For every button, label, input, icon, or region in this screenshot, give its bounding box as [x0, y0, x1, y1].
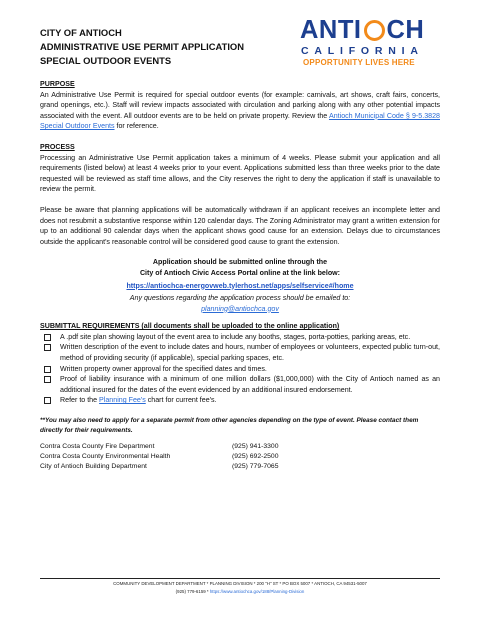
- logo-word-left: ANTI: [300, 16, 362, 44]
- agency-phone: (925) 779-7065: [232, 463, 279, 471]
- requirements-checklist: [40, 332, 440, 406]
- agency-name: Contra Costa County Environmental Health: [40, 453, 171, 461]
- document-body: [40, 79, 440, 472]
- process-paragraph-1: Processing an Administrative Use Permit application takes a minimum of 4 weeks. Please submit your application and all requirements (listed below) at least 4 weeks prior to your event. Applications submitted less than three weeks prior to the date requested will be reviewed as staff time allows, and the City reserves the right to deny the application if staff is unavailable to review the permit.: [40, 153, 440, 194]
- header-form-subtitle: SPECIAL OUTDOOR EVENTS: [40, 55, 172, 66]
- footer-address: COMMUNITY DEVELOPMENT DEPARTMENT * PLANNING DIVISION * 200 "H" ST * PO BOX 5007 * ANTIOCH, CA 94531-5007: [113, 581, 367, 586]
- purpose-heading: PURPOSE: [40, 80, 75, 88]
- logo-tagline: OPPORTUNITY LIVES HERE: [303, 58, 415, 67]
- checklist-item: Refer to the Planning Fee's chart for current fee's.: [40, 395, 440, 406]
- header-form-title: ADMINISTRATIVE USE PERMIT APPLICATION: [40, 41, 244, 52]
- process-paragraph-2: Please be aware that planning applications will be automatically withdrawn if an applicant receives an incomplete letter and does not resubmit a substantive response within 120 calendar days. The Zoning Administrator may grant a written extension for up to an additional 90 calendar days when the applicant shows good cause for an extension. Delays due to circumstances outside the applicant's reasonable control will be considered good cause to grant the extension.: [40, 205, 440, 246]
- agency-name: City of Antioch Building Department: [40, 463, 147, 471]
- antioch-logo: [300, 16, 450, 72]
- checklist-item: Proof of liability insurance with a minimum of one million dollars ($1,000,000) with the City of Antioch named as an additional insured for the dates of the event evidenced by an additional insured endorsement.: [40, 374, 440, 395]
- agency-phone: (925) 692-2500: [232, 453, 279, 461]
- checkbox-icon: [44, 344, 51, 351]
- footer-contact: (925) 779-6159 * https://www.antiochca.gov/188/Planning-Division: [175, 588, 305, 594]
- questions-line: Any questions regarding the application process should be emailed to:: [129, 294, 351, 303]
- header-city: CITY OF ANTIOCH: [40, 27, 122, 38]
- requirements-heading: SUBMITTAL REQUIREMENTS (all documents shall be uploaded to the online application): [40, 322, 340, 331]
- civic-access-portal-link[interactable]: https://antiochca-energovweb.tylerhost.net/apps/selfservice#/home: [126, 281, 354, 290]
- checkbox-icon: [44, 376, 51, 383]
- logo-word-right: CH: [386, 16, 425, 44]
- footer-divider: [40, 578, 440, 579]
- submission-line-1: Application should be submitted online through the: [152, 258, 328, 267]
- checklist-item: Written description of the event to include dates and hours, number of employees or volunteers, expected public turn-out, method of providing security (if applicable), special parking spaces, etc.: [40, 342, 440, 363]
- table-row: [40, 442, 278, 452]
- table-row: [40, 462, 278, 472]
- planning-email-link[interactable]: planning@antiochca.gov: [201, 304, 279, 313]
- document-footer: [40, 580, 440, 595]
- planning-division-link[interactable]: https://www.antiochca.gov/188/Planning-Division: [209, 588, 305, 594]
- municipal-code-link[interactable]: Antioch Municipal Code § 9-5.3828 Special Outdoor Events: [40, 111, 440, 131]
- process-heading: PROCESS: [40, 142, 75, 151]
- table-row: [40, 452, 278, 462]
- purpose-paragraph: An Administrative Use Permit is required for special outdoor events (for example: carnivals, art shows, craft fairs, concerts, grand openings, etc.). Staff will review impacts associated with circulation and parking along with any other potential impacts associated with the event. All outdoor events are to be held on private property. Review the Antioch Municipal Code § 9-5.3828 Special Outdoor Events for reference.: [40, 90, 440, 131]
- checklist-item: Written property owner approval for the specified dates and times.: [40, 364, 440, 375]
- agency-contacts-table: [40, 442, 278, 472]
- other-agencies-note: **You may also need to apply for a separate permit from other agencies depending on the type of event. Please contact them directly for their requirements.: [40, 417, 419, 434]
- agency-phone: (925) 941-3300: [232, 443, 279, 451]
- logo-wordmark: [300, 16, 450, 44]
- checklist-item: A .pdf site plan showing layout of the event area to include any booths, stages, porta-potties, parking areas, etc.: [40, 332, 440, 343]
- planning-fees-link[interactable]: Planning Fee's: [99, 396, 146, 405]
- checkbox-icon: [44, 366, 51, 373]
- logo-state: CALIFORNIA: [301, 45, 424, 57]
- submission-line-2: City of Antioch Civic Access Portal online at the link below:: [139, 268, 341, 277]
- document-header: [40, 26, 244, 68]
- logo-o-ring-icon: [363, 18, 386, 42]
- checkbox-icon: [44, 334, 51, 341]
- agency-name: Contra Costa County Fire Department: [40, 443, 155, 451]
- checkbox-icon: [44, 397, 51, 404]
